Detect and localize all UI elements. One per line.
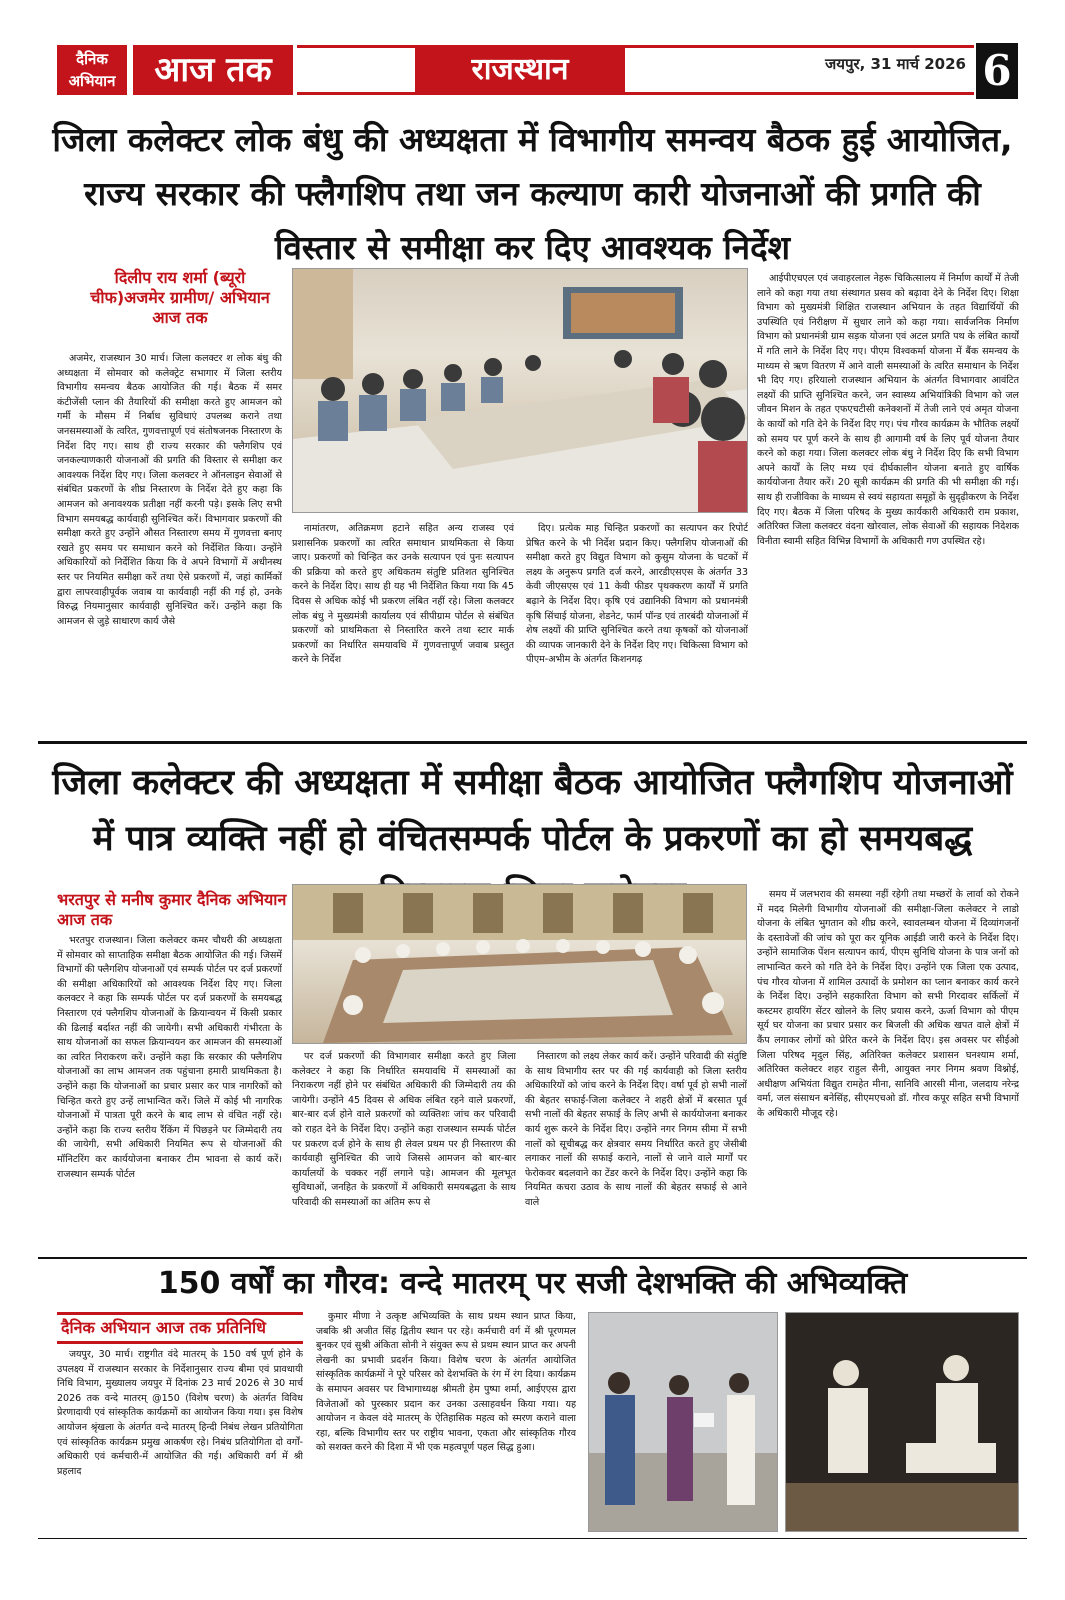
issue-date: जयपुर, 31 मार्च 2026 [825,55,966,73]
section-divider [38,741,1027,744]
section-title: राजस्थान [415,45,625,95]
story2-column-1: भरतपुर राजस्थान। जिला कलेक्टर कमर चौधरी की अध्यक्षता में सोमवार को साप्ताहिक समीक्षा बैठक आयोजित की गई। जिसमें विभागों की फ्लैगशिप योजनाओं एवं सम्पर्क पोर्टल पर दर्ज प्रकरणों की समीक्षा अधिकारियों को आवश्यक निर्देश दिए गए। जिला कलक्टर ने कहा कि सम्पर्क पोर्टल पर दर्ज प्रकरणों के समयबद्ध निस्तारण एवं फ्लैगशिप योजनाओं के क्रियान्वयन में किसी प्रकार की ढिलाई बर्दाश्त नहीं की जायेगी। सभी अधिकारी गंभीरता के साथ योजनाओं का सफल क्रियान्वयन कर आमजन की समस्याओं का त्वरित निराकरण करें। उन्होंने कहा कि सरकार की फ्लैगशिप योजनाओं का लाभ आमजन तक पहुंचाना हमारी प्राथमिकता है। उन्होंने कहा कि योजनाओं का प्रचार प्रसार कर पात्र नागरिकों को चिन्हित करते हुए उन्हें लाभान्वित करें। जिले में कोई भी नागरिक योजनाओं में पात्रता पूरी करने के बाद लाभ से वंचित नहीं रहे। उन्होंने कहा कि राज्य स्तरीय रैंकिंग में पिछड़ने पर जिम्मेदारी तय की जायेगी, सभी अधिकारी नियमित रूप से योजनाओं की मॉनिटरिंग कर कार्ययोजना बनाकर टीम भावना से कार्य करें। राजस्थान सम्पर्क पोर्टल [57,935,282,1180]
story2-meeting-photo [292,884,747,1044]
story3-performance-photo [785,1312,1019,1532]
story2-column-2: पर दर्ज प्रकरणों की विभागवार समीक्षा करते हुए जिला कलेक्टर ने कहा कि निर्धारित समयावधि में समस्याओं का निराकरण नहीं होने पर संबंधित अधिकारी की जिम्मेदारी तय की जायेगी। उन्होंने 45 दिवस से अधिक लंबित रहने वाले प्रकरणों, बार-बार दर्ज होने वाले प्रकरणों को व्यक्तिशः जांच कर परिवादी को राहत देने के निर्देश दिए। उन्होंने कहा राजस्थान सम्पर्क पोर्टल पर प्रकरण दर्ज होने के साथ ही लेवल प्रथम पर ही निस्तारण की कार्यवाही सुनिश्चित की जाये जिससे आमजन को बार-बार कार्यालयों के चक्कर नहीं लगाने पड़े। आमजन की मूलभूत सुविधाओं, जनहित के प्रकरणों में अधिकारी समयबद्धता के साथ परिवादी की समस्याओं का अंतिम रूप से [292,1051,516,1208]
section-divider-2 [38,1257,1027,1259]
story1-column-3: दिए। प्रत्येक माह चिन्हित प्रकरणों का सत्यापन कर रिपोर्ट प्रेषित करने के भी निर्देश प्रदान किए। फ्लैगशिप योजनाओं की समीक्षा करते हुए विद्युत विभाग को कुसुम योजना के घटकों में लक्ष्य के अनुरूप प्रगति दर्ज करने, आरडीएसएस के अंतर्गत 33 केवी जीएसएस एवं 11 केवी फीडर पृथक्करण कार्यों में प्रगति बढ़ाने के निर्देश दिए। कृषि एवं उद्यानिकी विभाग को प्रधानमंत्री कृषि सिंचाई योजना, शेडनेट, फार्म पॉन्ड एवं तारबंदी योजनाओं में शेष लक्ष्यों की प्राप्ति सुनिश्चित करने तथा कृषकों को योजनाओं की व्यापक जानकारी देने के निर्देश दिए गए। चिकित्सा विभाग को पीएम-अभीम के अंतर्गत किशनगढ़ [526,523,748,666]
story2-headline: जिला कलेक्टर की अध्यक्षता में समीक्षा बैठक आयोजित फ्लैगशिप योजनाओं में पात्र व्यक्ति नहीं हो वंचितसम्पर्क पोर्टल के प्रकरणों का हो समयबद्ध [52,763,1013,859]
story3-headline: 150 वर्षों का गौरव: वन्दे मातरम् पर सजी देशभक्ति की अभिव्यक्ति [157,1266,908,1301]
story1-column-4: आईपीएचएल एवं जवाहरलाल नेहरू चिकित्सालय में निर्माण कार्यों में तेजी लाने को कहा गया तथा संस्थागत प्रसव को बढ़ावा देने के निर्देश दिए। शिक्षा विभाग को मुख्यमंत्री शिक्षित राजस्थान अभियान के तहत विद्यार्थियों की उपस्थिति एवं निरीक्षण में सुधार लाने को कहा गया। सार्वजनिक निर्माण विभाग को प्रधानमंत्री ग्राम सड़क योजना एवं अटल प्रगति पथ के लंबित कार्यों में गति लाने के निर्देश दिए गए। पीएम विश्वकर्मा योजना में बैंक समन्वय के माध्यम से ऋण वितरण में आने वाली समस्याओं के त्वरित समाधान के निर्देश भी दिए गए। हरियालो राजस्थान अभियान के अंतर्गत विभागवार आवंटित लक्ष्यों की प्राप्ति सुनिश्चित करने, जन स्वास्थ्य अभियांत्रिकी विभाग को जल जीवन मिशन के तहत एफएचटीसी कनेक्शनों में तेजी लाने एवं अमृत योजना के कार्यों को गति देने के निर्देश दिए गए। पंच गौरव कार्यक्रम के भौतिक लक्ष्यों को समय पर पूर्ण करने के साथ ही आगामी वर्ष के लिए पूर्व योजना तैयार करने को कहा गया। जिला कलक्टर लोक बंधु ने निर्देश दिए कि सभी विभाग अपने कार्यों के लिए मध्य एवं दीर्घकालीन योजना बनाते हुए वार्षिक कार्ययोजना तैयार करें। 20 सूत्री कार्यक्रम की प्रगति की भी समीक्षा की गई। साथ ही राजीविका के माध्यम से स्वयं सहायता समूहों के सुदृढ़ीकरण के निर्देश दिए गए। बैठक में जिला परिषद के मुख्य कार्यकारी अधिकारी राम प्रकाश, अतिरिक्त जिला कलक्टर वंदना खोरवाल, लोक सेवाओं की सहायक निदेशक विनीता स्वामी सहित विभिन्न विभागों के अधिकारी गण उपस्थित रहे। [757,273,1019,547]
award-ceremony-illustration [589,1313,778,1532]
stage-performance-illustration [786,1313,1019,1532]
story3-column-2: कुमार मीणा ने उत्कृष्ट अभिव्यक्ति के साथ प्रथम स्थान प्राप्त किया, जबकि श्री अजीत सिंह द्वितीय स्थान पर रहे। कर्मचारी वर्ग में श्री पूरणमल बुनकर एवं सुश्री अंकिता सोनी ने संयुक्त रूप से प्रथम स्थान प्राप्त कर अपनी लेखनी का प्रभावी प्रदर्शन किया। विशेष चरण के अंतर्गत आयोजित सांस्कृतिक कार्यक्रमों ने पूरे परिसर को देशभक्ति के रंग में रंग दिया। कार्यक्रम के समापन अवसर पर विभागाध्यक्ष श्रीमती हेम पुष्पा शर्मा, आईएएस द्वारा विजेताओं को पुरस्कार प्रदान कर उनका उत्साहवर्धन किया गया। यह आयोजन न केवल वंदे मातरम् के ऐतिहासिक महत्व को स्मरण कराने वाला रहा, बल्कि विभागीय स्तर पर राष्ट्रीय भावना, एकता और सांस्कृतिक गौरव को सशक्त करने की दिशा में भी एक महत्वपूर्ण पहल सिद्ध हुआ। [316,1311,576,1454]
masthead-bar [297,45,974,95]
meeting-hall-illustration [293,269,748,513]
story3-byline: दैनिक अभियान आज तक प्रतिनिधि [57,1312,303,1344]
story3-column-1: जयपुर, 30 मार्च। राष्ट्रगीत वंदे मातरम् के 150 वर्ष पूर्ण होने के उपलक्ष्य में राजस्थान सरकार के निर्देशानुसार राज्य बीमा एवं प्रावधायी निधि विभाग, मुख्यालय जयपुर में दिनांक 23 मार्च 2026 से 30 मार्च 2026 तक वन्दे मातरम् @150 (विशेष चरण) के अंतर्गत विविध प्रेरणादायी एवं सांस्कृतिक कार्यक्रमों का आयोजन किया गया। इस विशेष आयोजन श्रृंखला के अंतर्गत वन्दे मातरम् हिन्दी निबंध लेखन प्रतियोगिता एवं सांस्कृतिक कार्यक्रम प्रमुख आकर्षण रहे। निबंध प्रतियोगिता दो वर्गों-अधिकारी एवं कर्मचारी-में आयोजित की गई। अधिकारी वर्ग में श्री प्रहलाद [57,1349,303,1477]
review-meeting-illustration [293,885,747,1044]
page-number: 6 [976,43,1018,99]
story1-column-1: अजमेर, राजस्थान 30 मार्च। जिला कलक्टर श लोक बंधु की अध्यक्षता में सोमवार को कलेक्ट्रेट सभागार में जिला स्तरीय विभागीय समन्वय बैठक आयोजित की गई। बैठक में समर कंटीजेंसी प्लान की तैयारियों की समीक्षा करते हुए आमजन को गर्मी के मौसम में निर्बाध सुविधाएं उपलब्ध कराने तथा जनसमस्याओं के त्वरित, गुणवत्तापूर्ण एवं संतोषजनक निस्तारण के निर्देश दिए गए। साथ ही राज्य सरकार की फ्लैगशिप एवं जनकल्याणकारी योजनाओं की प्रगति की विस्तार से समीक्षा कर आवश्यक निर्देश दिए गए। जिला कलक्टर ने ऑनलाइन सेवाओं से संबंधित प्रकरणों के शीघ्र निस्तारण के निर्देश देते हुए कहा कि आमजन को अनावश्यक प्रतीक्षा नहीं करनी पड़े। इसके लिए सभी विभाग समयबद्ध कार्यवाही सुनिश्चित करें। विभागवार प्रकरणों की समीक्षा करते हुए उन्होंने औसत निस्तारण समय में गुणवत्ता बनाए रखते हुए समय पर समाधान करने को निर्देशित किया। उन्होंने अधिकारियों को निर्देशित किया कि वे अपने विभागों में अधीनस्थ स्तर पर नियमित समीक्षा करें तथा ऐसे प्रकरणों में, जहां कार्मिकों द्वारा लापरवाहीपूर्वक जवाब या कार्यवाही नहीं की गई हो, उनके विरुद्ध नियमानुसार कार्यवाही सुनिश्चित करें। उन्होंने कहा कि आमजन से जुड़े साधारण कार्य जैसे [57,353,282,627]
story1-headline: जिला कलेक्टर लोक बंधु की अध्यक्षता में विभागीय समन्वय बैठक हुई आयोजित, राज्य सरकार की फ्लैगशिप तथा जन कल्याण कारी योजनाओं की प्रगति की विस्तार से समीक्षा कर दिए आवश्यक निर्देश [52,120,1013,267]
logo: दैनिक अभियान [57,45,127,95]
story2-byline: भरतपुर से मनीष कुमार दैनिक अभियान आज तक [57,890,287,929]
story1-meeting-photo [292,268,748,513]
masthead [57,43,1018,99]
story2-column-3: निस्तारण को लक्ष्य लेकर कार्य करें। उन्होंने परिवादी की संतुष्टि के साथ विभागीय स्तर पर की गई कार्यवाही को जिला स्तरीय अधिकारियों को जांच करने के निर्देश दिए। वर्षा पूर्व हो सभी नालों की बेहतर सफाई-जिला कलेक्टर ने शहरी क्षेत्रों में बरसात पूर्व सभी नालों की बेहतर सफाई के लिए अभी से कार्ययोजना बनाकर कार्य शुरू करने के निर्देश दिए। उन्होंने नगर निगम सीमा में सभी नालों को सूचीबद्ध कर क्षेत्रवार समय निर्धारित करते हुए जेसीबी लगाकर नालों की सफाई कराने, नालों से जाने वाले मार्गों पर फेरोकवर बदलवाने का टेंडर करने के निर्देश दिए। उन्होंने कहा कि नियमित कचरा उठाव के साथ नालों की बेहतर सफाई से आने वाले [525,1051,747,1208]
story1-column-2: नामांतरण, अतिक्रमण हटाने सहित अन्य राजस्व एवं प्रशासनिक प्रकरणों का त्वरित समाधान प्राथमिकता से किया जाए। प्रकरणों को चिन्हित कर उनके सत्यापन एवं पुनः सत्यापन की प्रक्रिया को करते हुए अधिकतम संतुष्टि प्रतिशत सुनिश्चित करने के निर्देश दिए। साथ ही यह भी निर्देशित किया गया कि 45 दिवस से अधिक कोई भी प्रकरण लंबित नहीं रहे। जिला कलक्टर लोक बंधु ने मुख्यमंत्री कार्यालय एवं सीपीग्राम पोर्टल से संबंधित प्रकरणों को प्राथमिकता से निस्तारित करने तथा स्टार मार्क प्रकरणों का निर्धारित समयावधि में गुणवत्तापूर्ण जवाब प्रस्तुत करने के निर्देश [292,523,514,666]
story3-award-photo [588,1312,778,1532]
newspaper-name: आज तक [133,45,293,95]
story2-column-4: समय में जलभराव की समस्या नहीं रहेगी तथा मच्छरों के लार्वा को रोकने में मदद मिलेगी विभागीय योजनाओं की समीक्षा-जिला कलेक्टर ने लाडो योजना के लंबित भुगतान को शीघ्र करने, स्वावलम्बन योजना में दिव्यांगजनों के दस्तावेजों की जांच को पूरा कर यूनिक आईडी जारी करने के निर्देश दिए। उन्होंने सामाजिक पेंशन सत्यापन कार्य, पीएम सुनिधि योजना के पात्र जनों को लाभान्वित करने को गति देने के निर्देश दिए। उन्होंने एक जिला एक उत्पाद, पंच गौरव योजना में शामिल उत्पादों के प्रमोशन का प्लान बनाकर कार्य करने के निर्देश दिए। उन्होंने सहकारिता विभाग को सभी गिरदावर सर्किलों में कस्टमर हायरिंग सेंटर खोलने के लिए प्रयास करने, ऊर्जा विभाग को पीएम सूर्य घर योजना का प्रचार प्रसार कर बिजली की अधिक खपत वाले क्षेत्रों में कैंप लगाकर लोगों को प्रेरित करने के निर्देश दिए। इस अवसर पर सीईओ जिला परिषद मृदुल सिंह, अतिरिक्त कलेक्टर प्रशासन घनश्याम शर्मा, अतिरिक्त कलेक्टर शहर राहुल सैनी, आयुक्त नगर निगम श्रवण विश्नोई, अधीक्षण अभियंता विद्युत रामहेत मीना, सानिवि आरसी मीना, जलदाय नरेन्द्र वर्मा, जल संसाधन बनेसिंह, सीएमएचओ डॉ. गौरव कपूर सहित सभी विभागों के अधिकारी मौजूद रहे। [757,889,1019,1119]
story1-byline: दिलीप राय शर्मा (ब्यूरो चीफ)अजमेर ग्रामीण/ अभियान आज तक [90,268,270,327]
bottom-rule [38,1538,1027,1539]
